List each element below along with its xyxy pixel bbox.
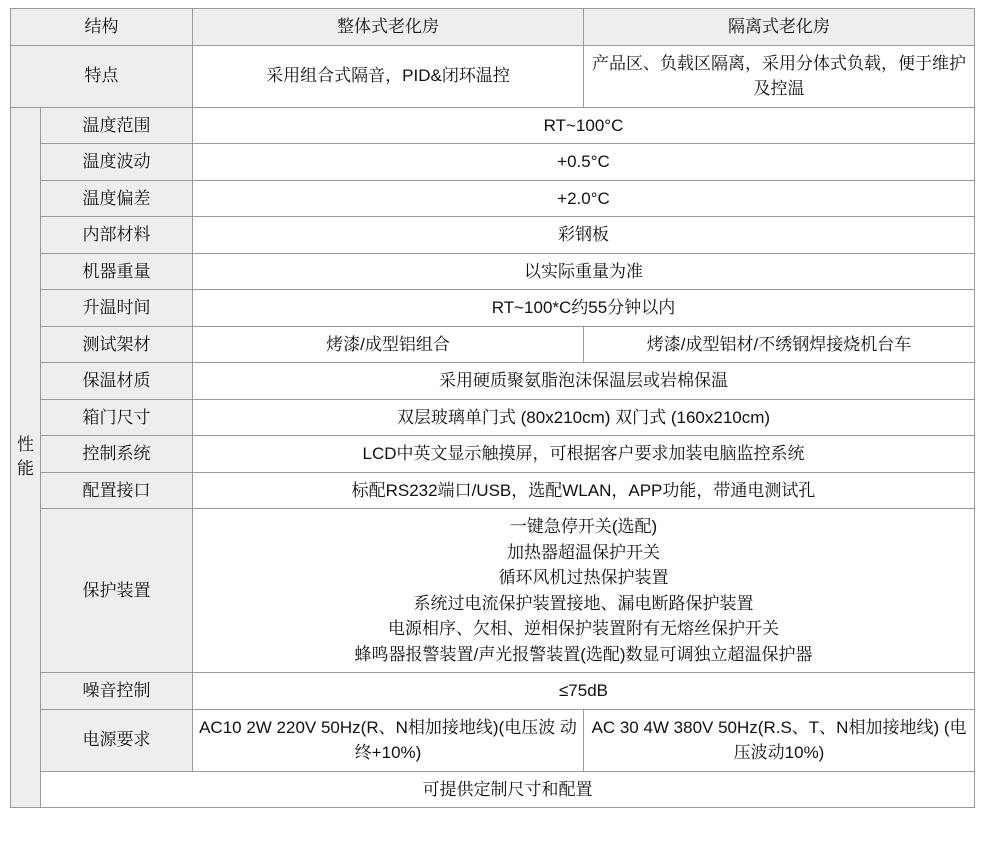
table-row-control-system (11, 436, 975, 473)
row-value-heating-time: RT~100*C约55分钟以内 (193, 290, 975, 327)
row-label-insulation: 保温材质 (41, 363, 193, 400)
row-value-control-system: LCD中英文显示触摸屏，可根据客户要求加装电脑监控系统 (193, 436, 975, 473)
performance-label-char-2: 能 (17, 459, 34, 479)
protection-line-6: 蜂鸣器报警装置/声光报警装置(选配)数显可调独立超温保护器 (354, 644, 813, 664)
row-value-power-b: AC 30 4W 380V 50Hz(R.S、T、N相加接地线) (电压波动10%) (584, 709, 975, 771)
row-label-heating-time: 升温时间 (41, 290, 193, 327)
table-row-header (11, 9, 975, 46)
row-label-protection: 保护装置 (41, 509, 193, 673)
row-label-door-size: 箱门尺寸 (41, 399, 193, 436)
row-label-temp-deviation: 温度偏差 (41, 180, 193, 217)
row-value-test-rack-a: 烤漆/成型铝组合 (193, 326, 584, 363)
performance-label-char-1: 性 (17, 434, 34, 454)
feature-row-value-a: 采用组合式隔音，PID&闭环温控 (193, 45, 584, 107)
row-value-noise: ≤75dB (193, 673, 975, 710)
row-value-temp-deviation: +2.0°C (193, 180, 975, 217)
header-column-b: 隔离式老化房 (584, 9, 975, 46)
row-label-machine-weight: 机器重量 (41, 253, 193, 290)
table-row-heating-time (11, 290, 975, 327)
feature-row-label: 特点 (11, 45, 193, 107)
row-value-temp-fluctuation: +0.5°C (193, 144, 975, 181)
header-column-a: 整体式老化房 (193, 9, 584, 46)
header-structure-label: 结构 (11, 9, 193, 46)
table-row-test-rack (11, 326, 975, 363)
row-label-inner-material: 内部材料 (41, 217, 193, 254)
performance-side-label (11, 107, 41, 808)
row-value-power-a: AC10 2W 220V 50Hz(R、N相加接地线)(电压波 动终+10%) (193, 709, 584, 771)
row-value-machine-weight: 以实际重量为准 (193, 253, 975, 290)
table-row-door-size (11, 399, 975, 436)
table-row-insulation (11, 363, 975, 400)
table-row-temp-range (11, 107, 975, 144)
feature-row-value-b: 产品区、负载区隔离，采用分体式负载，便于维护及控温 (584, 45, 975, 107)
table-row-footer (11, 771, 975, 808)
row-value-door-size: 双层玻璃单门式 (80x210cm) 双门式 (160x210cm) (193, 399, 975, 436)
row-value-insulation: 采用硬质聚氨脂泡沫保温层或岩棉保温 (193, 363, 975, 400)
table-row-temp-deviation (11, 180, 975, 217)
table-row-noise (11, 673, 975, 710)
protection-line-3: 循环风机过热保护装置 (498, 568, 669, 587)
table-row-inner-material (11, 217, 975, 254)
protection-line-5: 电源相序、欠相、逆相保护装置附有无熔丝保护开关 (388, 619, 779, 638)
row-label-test-rack: 测试架材 (41, 326, 193, 363)
row-value-test-rack-b: 烤漆/成型铝材/不绣钢焊接烧机台车 (584, 326, 975, 363)
protection-line-4: 系统过电流保护装置接地、漏电断路保护装置 (413, 593, 754, 613)
table-row-machine-weight (11, 253, 975, 290)
row-label-interface: 配置接口 (41, 472, 193, 509)
footer-note: 可提供定制尺寸和配置 (41, 771, 975, 808)
table-row-temp-fluctuation (11, 144, 975, 181)
row-label-power: 电源要求 (41, 709, 193, 771)
table-row-feature (11, 45, 975, 107)
row-label-temp-fluctuation: 温度波动 (41, 144, 193, 181)
protection-line-1: 一键急停开关(选配) (509, 517, 658, 536)
table-row-power (11, 709, 975, 771)
row-value-interface: 标配RS232端口/USB，选配WLAN，APP功能，带通电测试孔 (193, 472, 975, 509)
specification-table (10, 8, 975, 808)
row-label-temp-range: 温度范围 (41, 107, 193, 144)
row-value-inner-material: 彩钢板 (193, 217, 975, 254)
protection-line-2: 加热器超温保护开关 (507, 542, 660, 562)
row-value-temp-range: RT~100°C (193, 107, 975, 144)
row-label-noise: 噪音控制 (41, 673, 193, 710)
row-label-control-system: 控制系统 (41, 436, 193, 473)
table-row-interface (11, 472, 975, 509)
table-row-protection (11, 509, 975, 673)
row-value-protection (193, 509, 975, 673)
